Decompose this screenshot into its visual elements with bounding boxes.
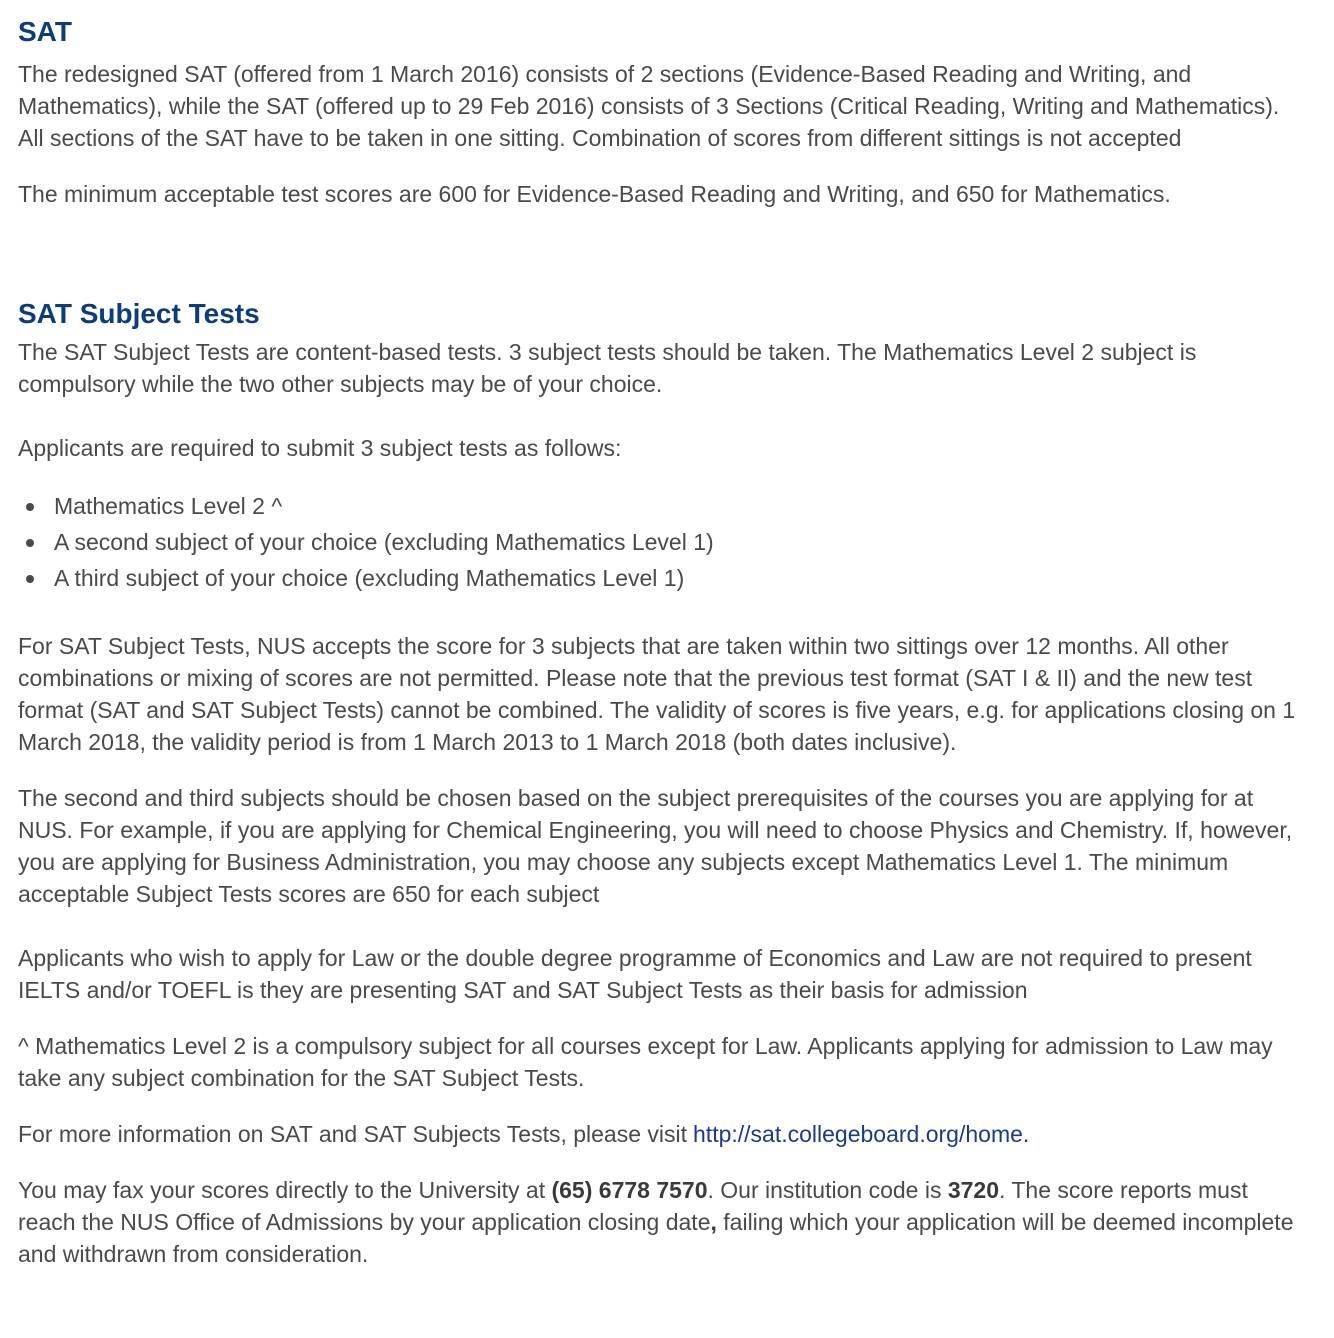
fax-text-prefix: You may fax your scores directly to the University at <box>18 1177 552 1203</box>
institution-code: 3720 <box>947 1177 1000 1203</box>
subject-tests-intro: The SAT Subject Tests are content-based tests. 3 subject tests should be taken. The Mathematics Level 2 subject is compulsory while the two other subjects may be of your choice. <box>18 339 1197 397</box>
subject-tests-validity: For SAT Subject Tests, NUS accepts the score for 3 subjects that are taken within two sittings over 12 months. All other combinations or mixing of scores are not permitted. Please note that the previous test format (SAT I & II) and the new test format (SAT and SAT Subject Tests) cannot be combined. The validity of scores is five years, e.g. for applications closing on 1 March 2018, the validity period is from 1 March 2013 to 1 March 2018 (both dates inclusive). <box>18 633 1296 755</box>
sat-minimum-scores: The minimum acceptable test scores are 600 for Evidence-Based Reading and Writing, and 650 for Mathematics. <box>18 181 1171 207</box>
fax-text-suffix: . The score reports must reach the NUS Office of Admissions by your application closing date <box>18 1177 1248 1235</box>
bullet-icon <box>26 539 34 547</box>
fax-text-end: failing which your application will be deemed incomplete and withdrawn from consideration. <box>18 1209 1294 1267</box>
list-item <box>18 488 1306 524</box>
subject-tests-requirement: Applicants are required to submit 3 subject tests as follows: <box>18 435 622 461</box>
sat-description: The redesigned SAT (offered from 1 March 2016) consists of 2 sections (Evidence-Based Reading and Writing, and Mathematics), while the SAT (offered up to 29 Feb 2016) consists of 3 Sections (Critical Reading, Writing and Mathematics). All sections of the SAT have to be taken in one sitting. Combination of scores from different sittings is not accepted <box>18 61 1280 151</box>
subject-tests-law: Applicants who wish to apply for Law or the double degree programme of Economics and Law are not required to present IELTS and/or TOEFL is they are presenting SAT and SAT Subject Tests as their basis for admission <box>18 945 1252 1003</box>
bullet-icon <box>26 503 34 511</box>
list-item <box>18 524 1306 560</box>
subject-tests-heading: SAT Subject Tests <box>18 298 260 329</box>
collegeboard-link[interactable]: http://sat.collegeboard.org/home. <box>693 1121 1030 1147</box>
list-item-label: A second subject of your choice (excluding Mathematics Level 1) <box>54 529 714 555</box>
subject-tests-second-third: The second and third subjects should be chosen based on the subject prerequisites of the courses you are applying for at NUS. For example, if you are applying for Chemical Engineering, you will need to choose Physics and Chemistry. If, however, you are applying for Business Administration, you may choose any subjects except Mathematics Level 1. The minimum acceptable Subject Tests scores are 650 for each subject <box>18 785 1293 907</box>
sat-heading: SAT <box>18 16 72 47</box>
subject-tests-note: ^ Mathematics Level 2 is a compulsory subject for all courses except for Law. Applicants applying for admission to Law may take any subject combination for the SAT Subject Tests. <box>18 1033 1273 1091</box>
fax-comma: , <box>710 1209 717 1235</box>
fax-text-middle: . Our institution code is <box>707 1177 948 1203</box>
list-item-label: Mathematics Level 2 ^ <box>54 493 283 519</box>
fax-number: (65) 6778 7570 <box>551 1177 708 1203</box>
more-info-paragraph <box>18 1118 1306 1150</box>
list-item <box>18 560 1306 596</box>
subject-tests-list <box>18 488 1306 596</box>
more-info-text: For more information on SAT and SAT Subjects Tests, please visit <box>18 1121 688 1147</box>
bullet-icon <box>26 575 34 583</box>
fax-paragraph <box>18 1174 1306 1270</box>
list-item-label: A third subject of your choice (excluding Mathematics Level 1) <box>54 565 685 591</box>
